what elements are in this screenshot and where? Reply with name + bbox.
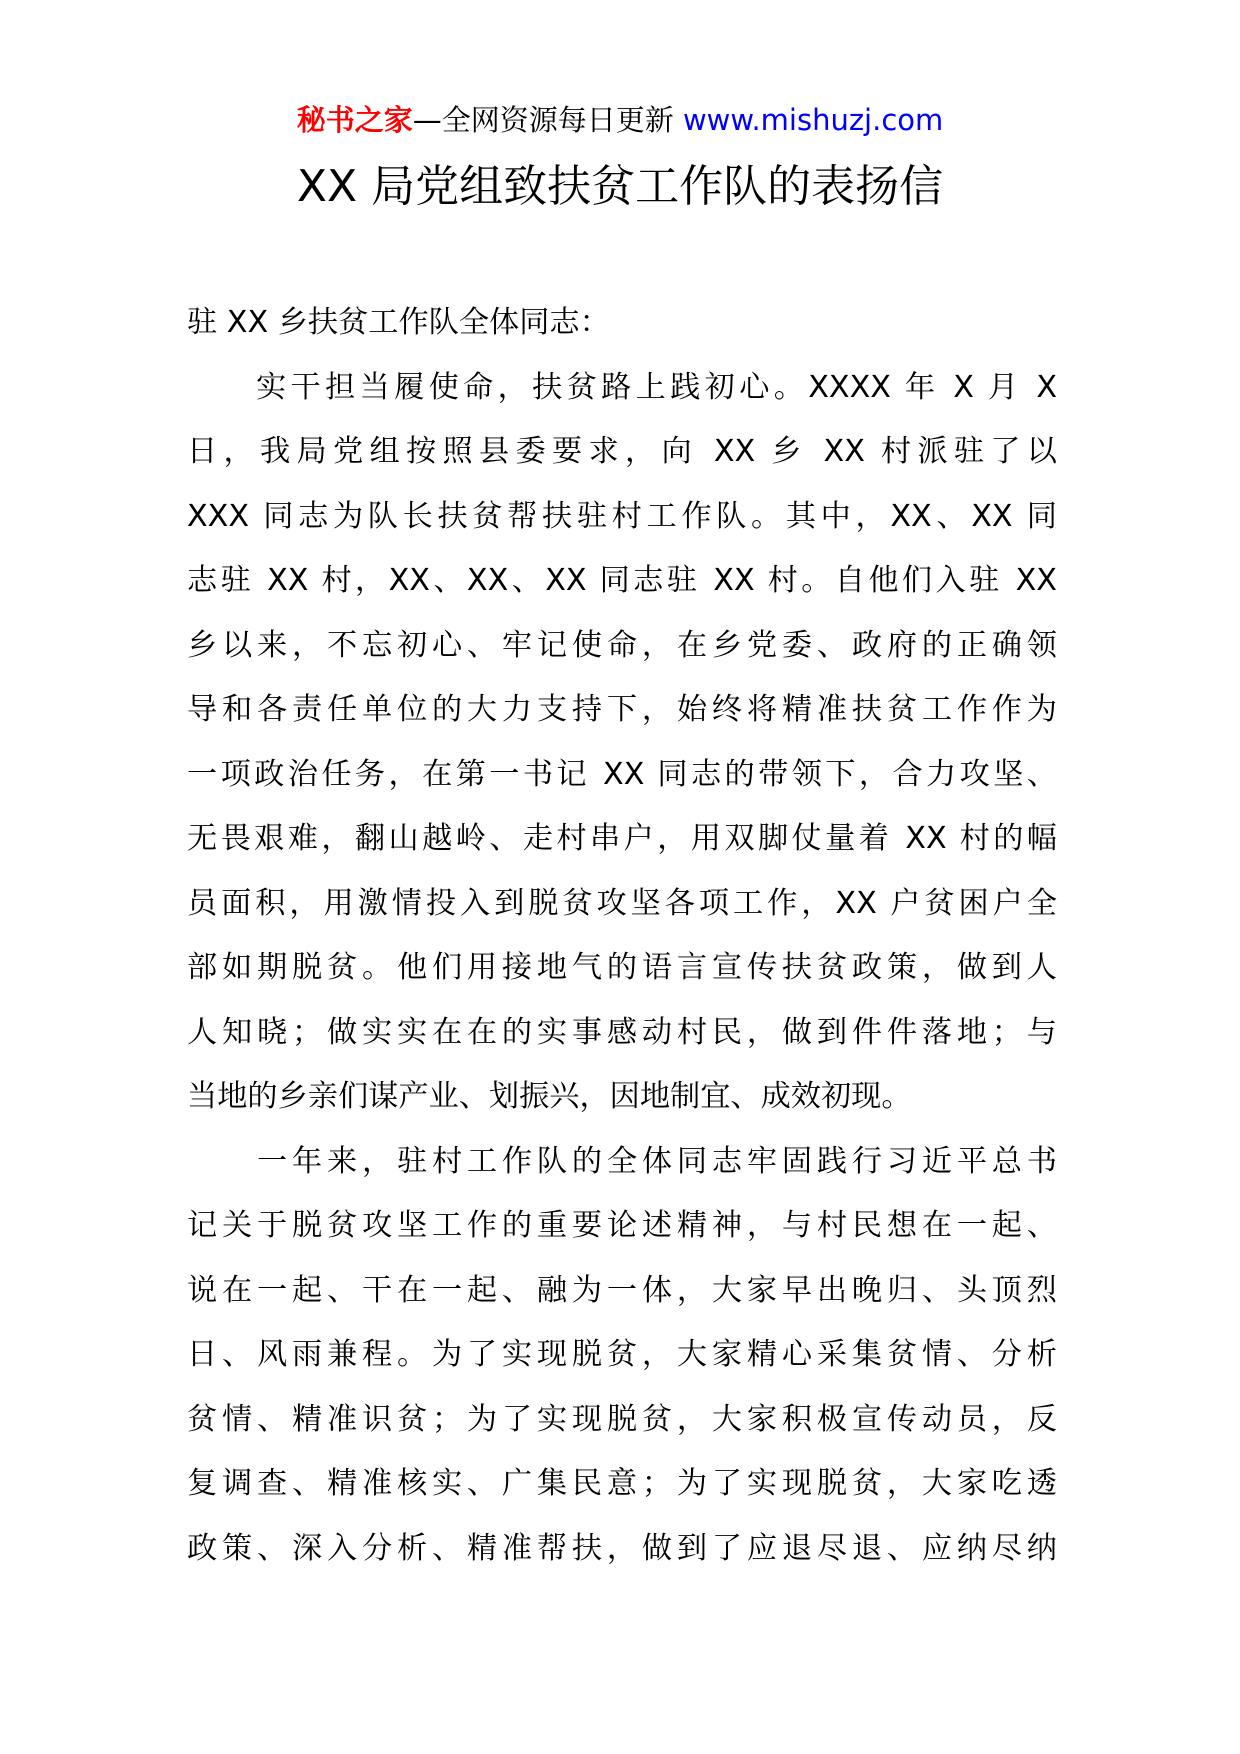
text-line: 日，我局党组按照县委要求，向 XX 乡 XX 村派驻了以: [187, 434, 1057, 469]
text-line: 记关于脱贫攻坚工作的重要论述精神，与村民想在一起、: [187, 1208, 1057, 1243]
text-line: 政策、深入分析、精准帮扶，做到了应退尽退、应纳尽纳: [187, 1530, 1057, 1566]
text-line: 贫情、精准识贫；为了实现脱贫，大家积极宣传动员，反: [187, 1401, 1057, 1437]
document-title: XX 局党组致扶贫工作队的表扬信: [296, 161, 944, 212]
text-line: 乡以来，不忘初心、牢记使命，在乡党委、政府的正确领: [187, 627, 1057, 663]
text-line: 当地的乡亲们谋产业、划振兴，因地制宜、成效初现。: [187, 1079, 912, 1114]
text-line: 一项政治任务，在第一书记 XX 同志的带领下，合力攻坚、: [187, 756, 1057, 792]
text-line: 人知晓；做实实在在的实事感动村民，做到件件落地；与: [187, 1014, 1057, 1050]
text-line: 志驻 XX 村，XX、XX、XX 同志驻 XX 村。自他们入驻 XX: [187, 563, 1057, 598]
text-line: 员面积，用激情投入到脱贫攻坚各项工作，XX 户贫困户全: [187, 885, 1057, 921]
text-line: 无畏艰难，翻山越岭、走村串户，用双脚仗量着 XX 村的幅: [187, 821, 1057, 856]
text-line: 导和各责任单位的大力支持下，始终将精准扶贫工作作为: [187, 692, 1057, 727]
site-header: [0, 100, 1240, 140]
header-tagline: —全网资源每日更新: [412, 103, 674, 137]
paragraph-2: [187, 1130, 1057, 1582]
text-line: 一年来，驻村工作队的全体同志牢固践行习近平总书: [187, 1143, 1057, 1179]
greeting-line: 驻 XX 乡扶贫工作队全体同志：: [187, 305, 610, 340]
paragraph-1: [187, 356, 1057, 1130]
site-url-link[interactable]: www.mishuzj.com: [682, 103, 944, 137]
text-line: 实干担当履使命，扶贫路上践初心。XXXX 年 X 月 X: [187, 369, 1057, 405]
text-line: 部如期脱贫。他们用接地气的语言宣传扶贫政策，做到人: [187, 950, 1057, 985]
brand-name: 秘书之家: [296, 103, 413, 137]
document-body: [187, 291, 1057, 1581]
text-line: XXX 同志为队长扶贫帮扶驻村工作队。其中，XX、XX 同: [187, 498, 1057, 534]
text-line: 复调查、精准核实、广集民意；为了实现脱贫，大家吃透: [187, 1466, 1057, 1501]
text-line: 日、风雨兼程。为了实现脱贫，大家精心采集贫情、分析: [187, 1337, 1057, 1372]
text-line: 说在一起、干在一起、融为一体，大家早出晚归、头顶烈: [187, 1272, 1057, 1308]
